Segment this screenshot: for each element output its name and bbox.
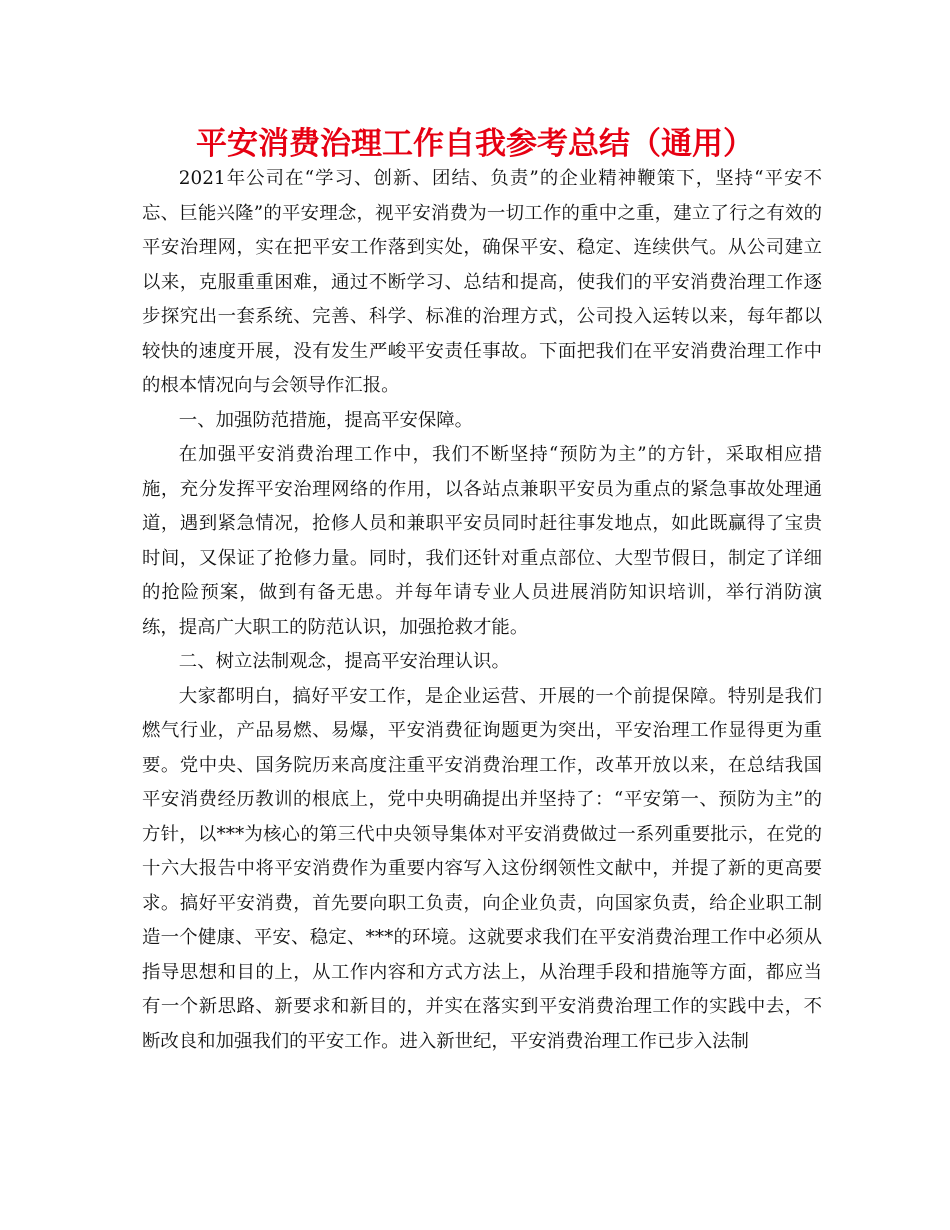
- document-body: [142, 162, 822, 1059]
- paragraph-section-1: 在加强平安消费治理工作中，我们不断坚持“预防为主”的方针，采取相应措施，充分发挥平安治理网络的作用，以各站点兼职平安员为重点的紧急事故处理通道，遇到紧急情况，抢修人员和兼职平安员同时赶往事发地点，如此既赢得了宝贵时间，又保证了抢修力量。同时，我们还针对重点部位、大型节假日，制定了详细的抢险预案，做到有备无患。并每年请专业人员进展消防知识培训，举行消防演练，提高广大职工的防范认识，加强抢救才能。: [142, 444, 822, 638]
- document-title: 平安消费治理工作自我参考总结（通用）: [196, 126, 754, 162]
- section-heading-2: 二、树立法制观念，提高平安治理认识。: [178, 651, 510, 672]
- paragraph-intro: 2021年公司在“学习、创新、团结、负责”的企业精神鞭策下，坚持“平安不忘、巨能兴隆”的平安理念，视平安消费为一切工作的重中之重，建立了行之有效的平安治理网，实在把平安工作落到实处，确保平安、稳定、连续供气。从公司建立以来，克服重重困难，通过不断学习、总结和提高，使我们的平安消费治理工作逐步探究出一套系统、完善、科学、标准的治理方式，公司投入运转以来，每年都以较快的速度开展，没有发生严峻平安责任事故。下面把我们在平安消费治理工作中的根本情况向与会领导作汇报。: [142, 168, 822, 396]
- section-heading-1: 一、加强防范措施，提高平安保障。: [178, 409, 474, 431]
- paragraph-section-2: 大家都明白，搞好平安工作，是企业运营、开展的一个前提保障。特别是我们燃气行业，产品易燃、易爆，平安消费征询题更为突出，平安治理工作显得更为重要。党中央、国务院历来高度注重平安消费治理工作，改革开放以来，在总结我国平安消费经历教训的根底上，党中央明确提出并坚持了：“平安第一、预防为主”的方针，以***为核心的第三代中央领导集体对平安消费做过一系列重要批示，在党的十六大报告中将平安消费作为重要内容写入这份纲领性文献中，并提了新的更高要求。搞好平安消费，首先要向职工负责，向企业负责，向国家负责，给企业职工制造一个健康、平安、稳定、***的环境。这就要求我们在平安消费治理工作中必须从指导思想和目的上，从工作内容和方式方法上，从治理手段和措施等方面，都应当有一个新思路、新要求和新目的，并实在落实到平安消费治理工作的实践中去，不断改良和加强我们的平安工作。进入新世纪，平安消费治理工作已步入法制: [142, 685, 822, 1052]
